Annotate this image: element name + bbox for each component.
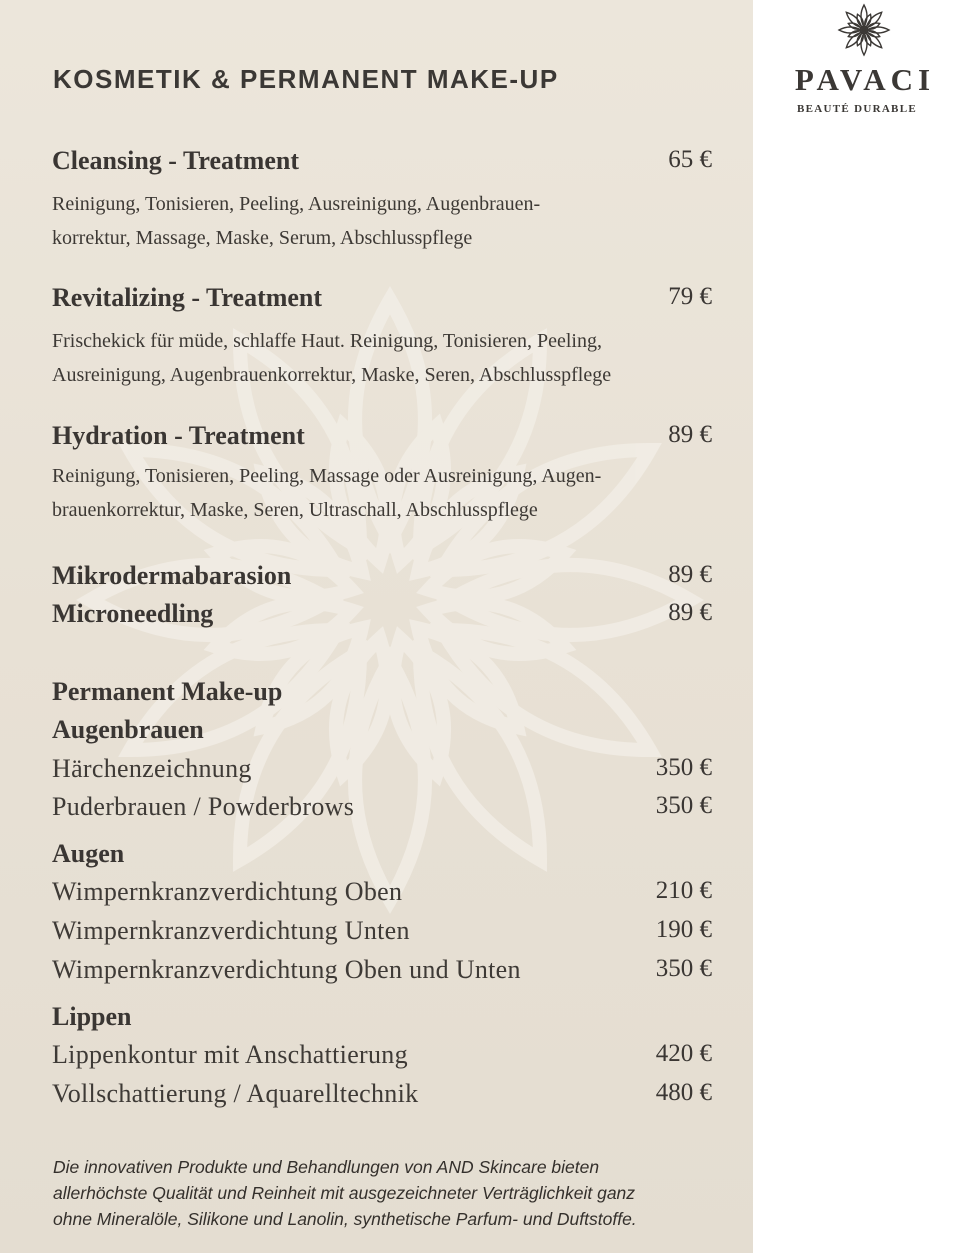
treatment-description: Reinigung, Tonisieren, Peeling, Massage oder Ausreinigung, Augen- brauenkorrektur, Maske, Seren, Ultraschall, Abschlusspflege: [52, 465, 602, 521]
section-heading-permanent-makeup: Permanent Make-up: [52, 677, 283, 706]
treatment-row-cleansing: [52, 146, 712, 180]
brand-tagline: BEAUTÉ DURABLE: [797, 103, 917, 115]
section-heading-lippen: Lippen: [52, 1002, 132, 1031]
treatment-row-microneedling: [52, 599, 712, 633]
list-item: [52, 955, 712, 989]
list-item: [52, 916, 712, 950]
item-price: 190 €: [655, 916, 712, 943]
item-price: 350 €: [655, 792, 712, 819]
lotus-flower-icon: [836, 2, 892, 58]
list-item: [52, 1079, 712, 1113]
item-price: 210 €: [655, 877, 712, 904]
treatment-price: 89 €: [668, 599, 712, 626]
list-item: [52, 877, 712, 911]
treatment-price: 79 €: [668, 283, 712, 310]
treatment-description: Reinigung, Tonisieren, Peeling, Ausreinigung, Augenbrauen- korrektur, Massage, Maske, Serum, Abschlusspflege: [52, 193, 541, 249]
item-price: 350 €: [655, 754, 712, 781]
treatment-name: Hydration - Treatment: [52, 421, 305, 450]
treatment-name: Cleansing - Treatment: [52, 146, 299, 175]
item-name: Wimpernkranzverdichtung Oben und Unten: [52, 955, 521, 984]
treatment-row-mikrodermabrasion: [52, 561, 712, 595]
treatment-name: Microneedling: [52, 599, 214, 628]
page-title: KOSMETIK & PERMANENT MAKE-UP: [53, 64, 559, 94]
treatment-description: Frischekick für müde, schlaffe Haut. Reinigung, Tonisieren, Peeling, Ausreinigung, Augenbrauenkorrektur, Maske, Seren, Abschlusspflege: [52, 330, 612, 386]
section-heading-augenbrauen: Augenbrauen: [52, 715, 204, 744]
treatment-price: 65 €: [668, 146, 712, 173]
item-name: Puderbrauen / Powderbrows: [52, 792, 355, 821]
treatment-row-hydration: [52, 421, 712, 455]
item-price: 350 €: [655, 955, 712, 982]
section-heading-augen: Augen: [52, 839, 125, 868]
list-item: [52, 1040, 712, 1074]
treatment-price: 89 €: [668, 561, 712, 588]
brand-logo: [770, 0, 960, 125]
item-name: Wimpernkranzverdichtung Unten: [52, 916, 410, 945]
treatment-price: 89 €: [668, 421, 712, 448]
brand-name: PAVACI: [794, 62, 936, 97]
item-name: Vollschattierung / Aquarelltechnik: [52, 1079, 419, 1108]
item-price: 480 €: [655, 1079, 712, 1106]
item-name: Wimpernkranzverdichtung Oben: [52, 877, 403, 906]
item-name: Lippenkontur mit Anschattierung: [52, 1040, 408, 1069]
treatment-row-revitalizing: [52, 283, 712, 317]
item-name: Härchenzeichnung: [52, 754, 252, 783]
treatment-name: Mikrodermabarasion: [52, 561, 292, 590]
item-price: 420 €: [655, 1040, 712, 1067]
list-item: [52, 792, 712, 826]
treatment-name: Revitalizing - Treatment: [52, 283, 323, 312]
footer-note: Die innovativen Produkte und Behandlungen von AND Skincare bieten allerhöchste Qualität und Reinheit mit ausgezeichneter Verträglichkeit ganz ohne Mineralöle, Silikone und Lanolin, synthetische Parfum- und Duftstoffe.: [53, 1157, 637, 1229]
list-item: [52, 754, 712, 788]
